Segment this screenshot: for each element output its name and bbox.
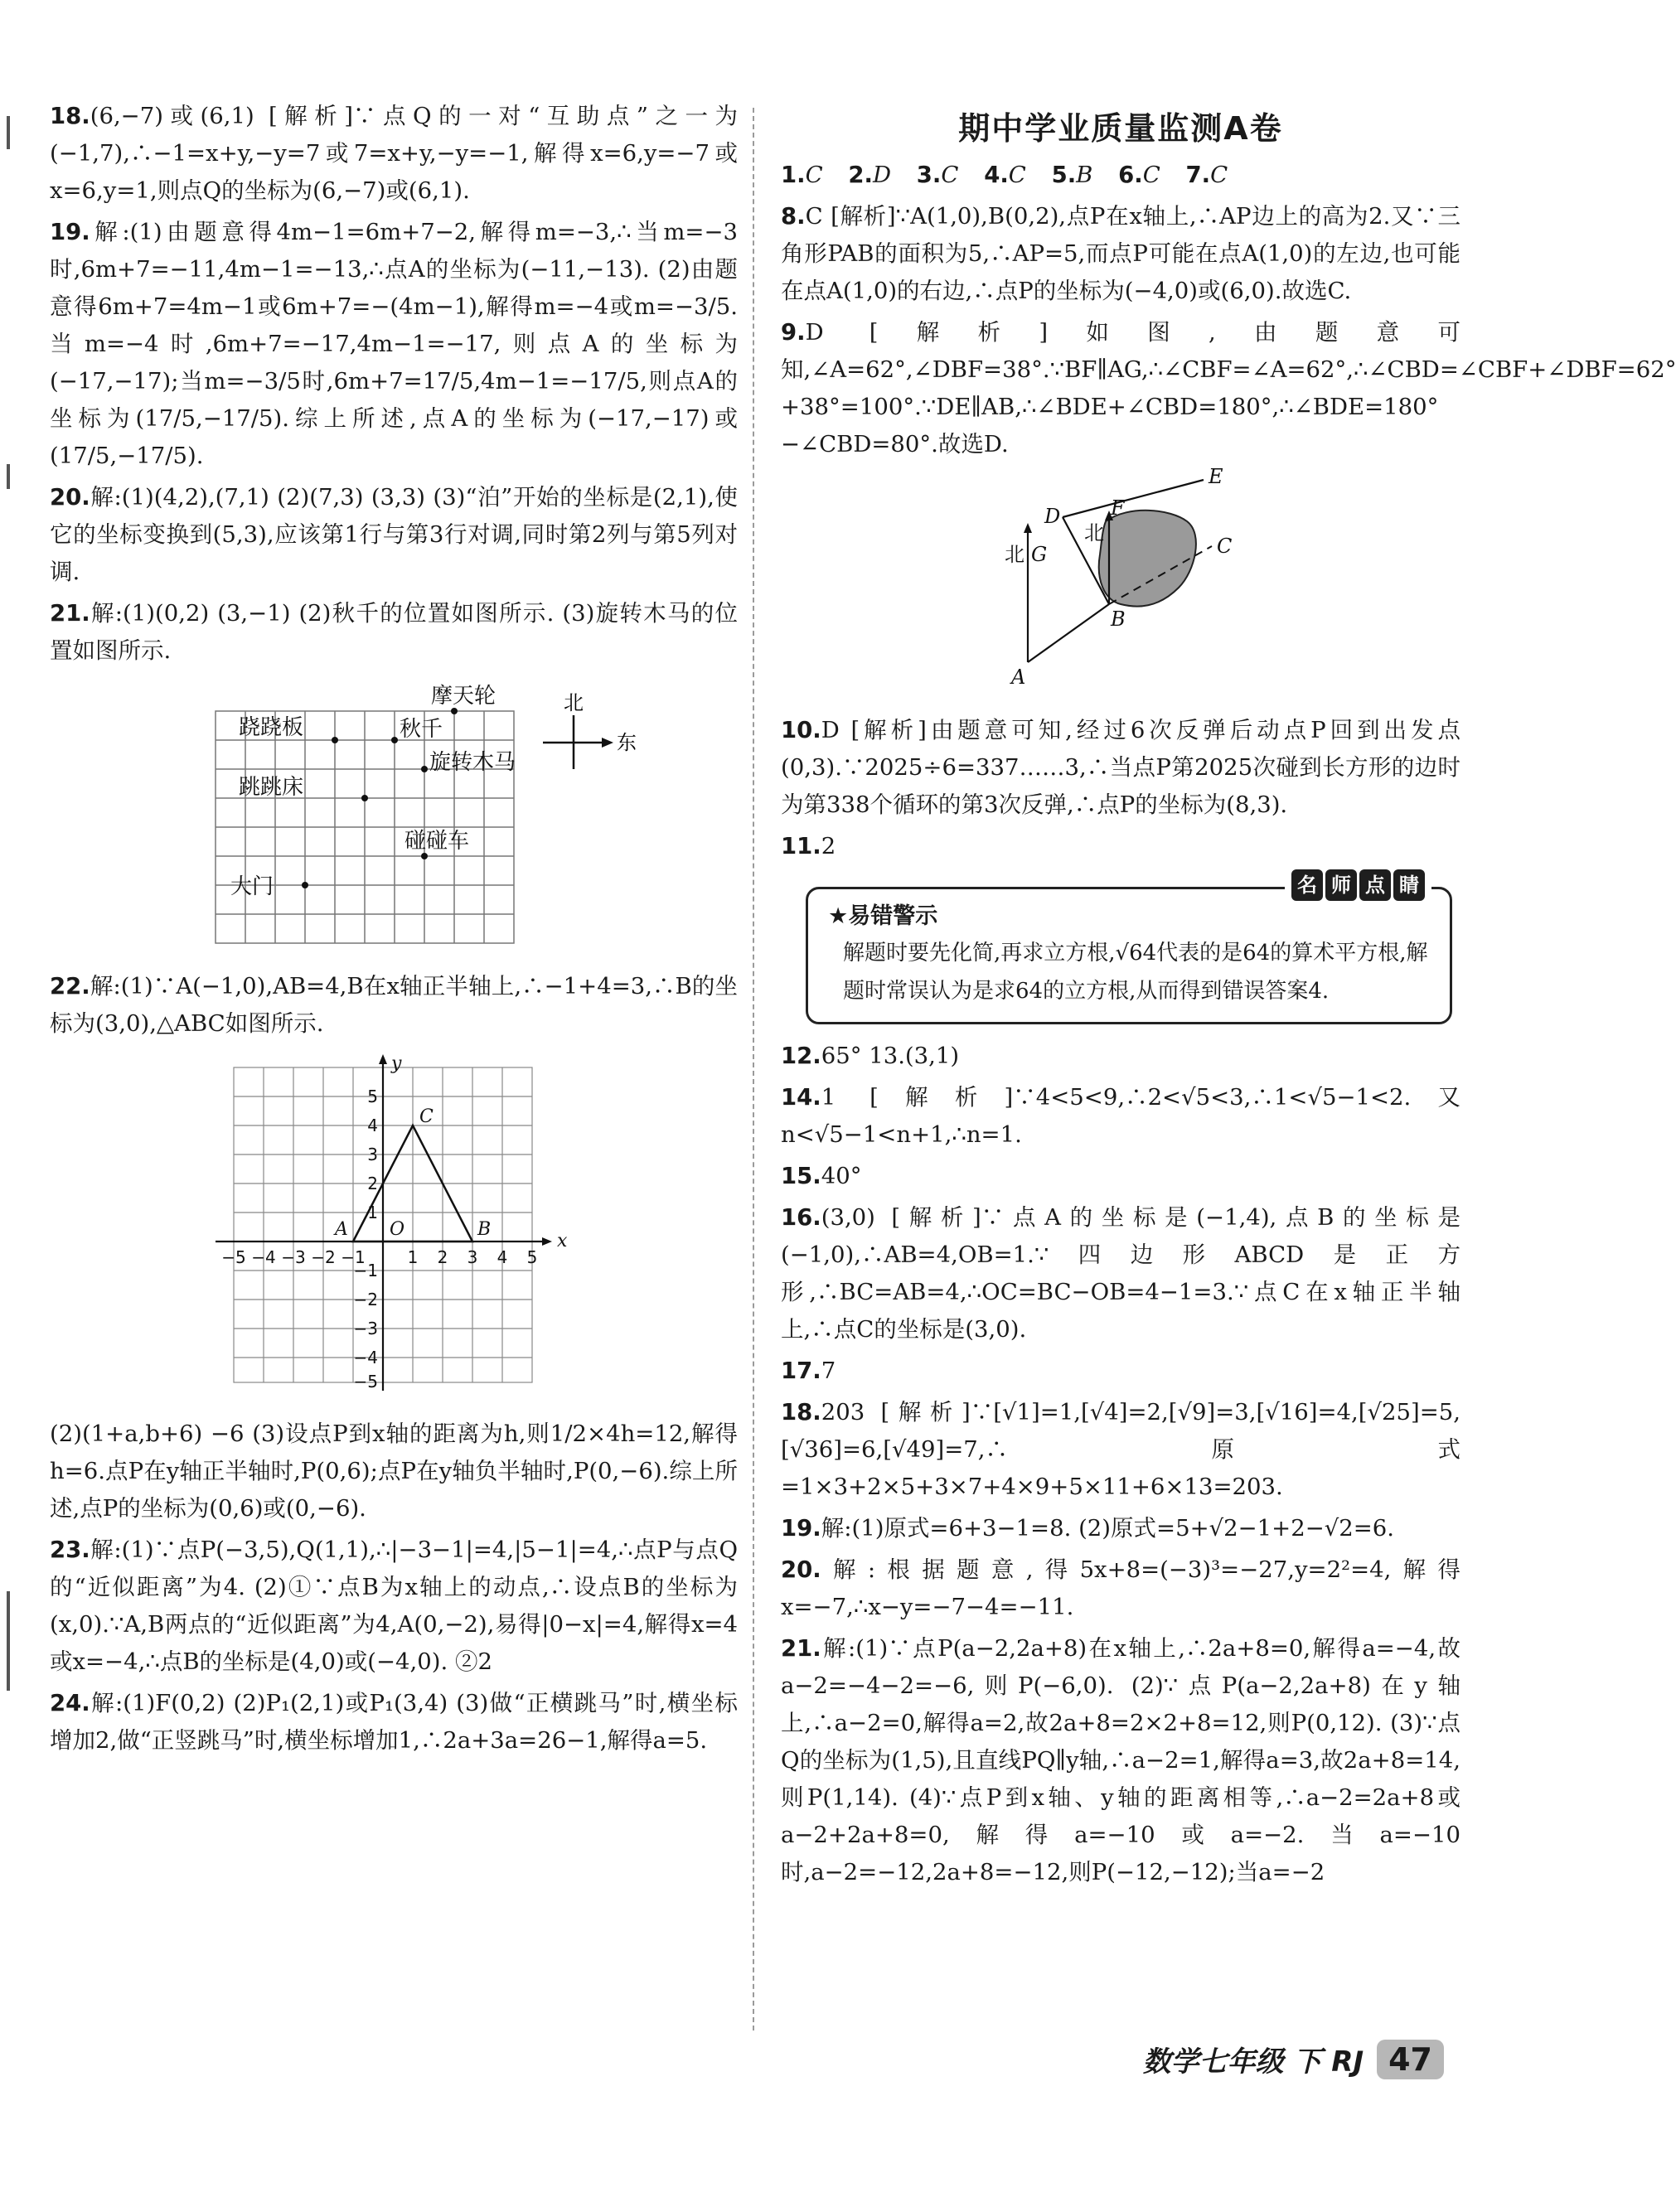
park-map-svg <box>50 678 738 951</box>
choice-answer: 3.C <box>916 162 959 188</box>
trampoline-point <box>361 795 368 801</box>
ferris-label: 摩天轮 <box>431 684 497 709</box>
choice-answer: 2.D <box>848 162 892 188</box>
y-tick: 2 <box>367 1174 378 1193</box>
seesaw-label: 跷跷板 <box>239 715 304 740</box>
trampoline-label: 跳跳床 <box>239 775 304 800</box>
right-column <box>781 98 1676 1895</box>
label-f: F <box>1111 496 1125 520</box>
x-tick: 1 <box>407 1247 419 1267</box>
tip-tag-char: 师 <box>1325 869 1357 901</box>
swing-point <box>391 737 398 743</box>
y-tick: −2 <box>353 1290 378 1309</box>
x-tick: −1 <box>341 1247 366 1267</box>
answer-item: 10.D [解析]由题意可知,经过6次反弹后动点P回到出发点(0,3).∵2025÷6=337……3,∴当点P第2025次碰到长方形的边时为第338个循环的第3次反弹,∴点P的坐标为(8,3). <box>781 717 1460 818</box>
tip-tag <box>1285 869 1431 901</box>
answer-item: 20.解:(1)(4,2),(7,1) (2)(7,3) (3,3) (3)“泊”开始的坐标是(2,1),使它的坐标变换到(5,3),应该第1行与第3行对调,同时第2列与第5列对调. <box>50 484 738 585</box>
arrow-g <box>1024 523 1032 533</box>
bumper-label: 碰碰车 <box>404 829 470 854</box>
swing-label: 秋千 <box>400 717 443 742</box>
y-axis-arrow <box>379 1054 387 1064</box>
left-column <box>50 98 738 1764</box>
answer-item: 17.7 <box>781 1358 836 1384</box>
answer-item: 21.解:(1)∵点P(a−2,2a+8)在x轴上,∴2a+8=0,解得a=−4,故a−2=−4−2=−6,则P(−6,0). (2)∵点P(a−2,2a+8)在y轴上,∴a−2=0,解得a=2,故2a+8=2×2+8=12,则P(0,12). (3)∵点Q的坐标为(1,5),且直线PQ∥y轴,∴a−2=1,解得a=3,故2a+8=14,则P(1,14). (4)∵点P到x轴、y轴的距离相等,∴a−2=2a+8或a−2+2a+8=0,解得a=−10或a=−2.当a=−10时,a−2=−12,2a+8=−12,则P(−12,−12);当a=−2 <box>781 1635 1460 1885</box>
gate-point <box>302 882 308 888</box>
fig9-svg <box>781 465 1460 695</box>
y-tick: −1 <box>353 1261 378 1280</box>
column-divider <box>753 108 754 2030</box>
choice-answer: 7.C <box>1185 162 1228 188</box>
y-tick-labels <box>354 1087 378 1392</box>
north-label: 北 <box>564 691 584 714</box>
carousel-point <box>421 766 428 772</box>
label-c: C <box>1217 535 1233 558</box>
answer-item: 14.1 [解析]∵4<5<9,∴2<√5<3,∴1<√5−1<2.又n<√5−1<n+1,∴n=1. <box>781 1084 1460 1148</box>
north-label-b: 北 <box>1084 521 1104 545</box>
origin-label: O <box>390 1219 405 1240</box>
answer-item: 8.C [解析]∵A(1,0),B(0,2),点P在x轴上,∴AP边上的高为2.又∵三角形PAB的面积为5,∴AP=5,而点P可能在点A(1,0)的左边,也可能在点A(1,0)的右边,∴点P的坐标为(−4,0)或(6,0).故选C. <box>781 203 1460 304</box>
right-paragraphs-c <box>781 1038 1460 1891</box>
seesaw-point <box>332 737 338 743</box>
book-title: 数学七年级 下 RJ <box>1142 2045 1364 2079</box>
page-number: 47 <box>1377 2040 1444 2079</box>
park-grid <box>216 711 514 943</box>
point-c-label: C <box>419 1106 434 1127</box>
x-axis-label: x <box>557 1231 568 1251</box>
y-tick: −5 <box>353 1372 378 1392</box>
answer-item: 12.65° 13.(3,1) <box>781 1043 960 1069</box>
tip-heading: ★易错警示 <box>828 903 938 929</box>
fig9-figure <box>781 465 1460 699</box>
answer-item: 15.40° <box>781 1163 862 1189</box>
x-tick: 3 <box>467 1247 478 1267</box>
answer-item: 23.解:(1)∵点P(−3,5),Q(1,1),∴|−3−1|=4,|5−1|=4,∴点P与点Q的“近似距离”为4. (2)①∵点B为x轴上的动点,∴设点B的坐标为(x,0).∵A,B两点的“近似距离”为4,A(0,−2),易得|0−x|=4,解得x=4或x=−4,∴点B的坐标是(4,0)或(−4,0). ②2 <box>50 1537 738 1675</box>
x-axis-arrow <box>542 1237 552 1246</box>
park-map-figure <box>50 678 738 955</box>
page-footer <box>1143 2039 1444 2079</box>
answer-item: 24.解:(1)F(0,2) (2)P₁(2,1)或P₁(3,4) (3)做“正横跳马”时,横坐标增加2,做“正竖跳马”时,横坐标增加1,∴2a+3a=26−1,解得a=5. <box>50 1690 738 1754</box>
x-tick: 5 <box>526 1247 538 1267</box>
point-b-label: B <box>477 1219 492 1240</box>
answer-item: 20.解:根据题意,得5x+8=(−3)³=−27,y=2²=4,解得x=−7,∴x−y=−7−4=−11. <box>781 1556 1460 1620</box>
y-tick: 1 <box>367 1203 378 1222</box>
x-tick: 2 <box>437 1247 448 1267</box>
left-paragraphs-a <box>50 98 738 670</box>
multiple-choice-answers <box>781 157 1460 194</box>
carousel-label: 旋转木马 <box>429 750 516 775</box>
answer-item: 18.203 [解析]∵[√1]=1,[√4]=2,[√9]=3,[√16]=4,[√25]=5,[√36]=6,[√49]=7,∴原式=1×3+2×5+3×7+4×9+5×11+6×13=203. <box>781 1399 1460 1500</box>
left-paragraphs-c <box>50 1416 738 1759</box>
edge-mark <box>7 464 10 489</box>
answer-item: (2)(1+a,b+6) −6 (3)设点P到x轴的距离为h,则1/2×4h=12,解得h=6.点P在y轴正半轴时,P(0,6);点P在y轴负半轴时,P(0,−6).综上所述,点P的坐标为(0,6)或(0,−6). <box>50 1421 738 1522</box>
y-tick: −4 <box>353 1348 378 1367</box>
y-tick: 3 <box>367 1145 378 1164</box>
y-tick: −3 <box>353 1319 378 1338</box>
triangle-graph-figure <box>50 1051 738 1402</box>
right-paragraphs-a <box>781 198 1676 463</box>
section-title: 期中学业质量监测A卷 <box>958 110 1283 147</box>
tip-tag-char: 名 <box>1291 869 1323 901</box>
edge-mark <box>7 1591 10 1691</box>
answer-item: 19.解:(1)原式=6+3−1=8. (2)原式=5+√2−1+2−√2=6. <box>781 1515 1395 1542</box>
x-tick: −5 <box>221 1247 246 1267</box>
x-tick: −3 <box>281 1247 306 1267</box>
label-e: E <box>1209 465 1223 488</box>
east-label: 东 <box>617 731 637 754</box>
compass <box>543 691 637 769</box>
north-label-a: 北 <box>1005 543 1024 566</box>
line-ab <box>1028 604 1109 662</box>
bumper-point <box>421 853 428 859</box>
answer-item: 18.(6,−7)或(6,1) [解析]∵点Q的一对“互助点”之一为(−1,7),∴−1=x+y,−y=7或7=x+y,−y=−1,解得x=6,y=−7或x=6,y=1,则点Q的坐标为(6,−7)或(6,1). <box>50 103 738 204</box>
triangle-graph-svg <box>50 1051 738 1399</box>
answer-item: 19.解:(1)由题意得4m−1=6m+7−2,解得m=−3,∴当m=−3时,6m+7=−11,4m−1=−13,∴点A的坐标为(−11,−13). (2)由题意得6m+7=4m−1或6m+7=−(4m−1),解得m=−4或m=−3/5.当m=−4时,6m+7=−17,4m−1=−17,则点A的坐标为(−17,−17);当m=−3/5时,6m+7=17/5,4m−1=−17/5,则点A的坐标为(17/5,−17/5).综上所述,点A的坐标为(−17,−17)或(17/5,−17/5). <box>50 219 738 469</box>
x-tick: −4 <box>251 1247 276 1267</box>
answer-item: 9.D [解析]如图,由题意可知,∠A=62°,∠DBF=38°.∵BF∥AG,∴∠CBF=∠A=62°,∴∠CBD=∠CBF+∠DBF=62°+38°=100°.∵DE∥AB,∴∠BDE+∠CBD=180°,∴∠BDE=180°−∠CBD=80°.故选D. <box>781 319 1676 457</box>
tip-box <box>806 874 1452 1024</box>
tip-tag-char: 点 <box>1359 869 1391 901</box>
gate-label: 大门 <box>230 874 274 899</box>
left-paragraphs-b <box>50 968 738 1043</box>
y-tick: 4 <box>367 1116 378 1135</box>
choice-answer: 1.C <box>781 162 823 188</box>
label-b: B <box>1111 607 1126 631</box>
x-tick: −2 <box>311 1247 336 1267</box>
edge-mark <box>7 116 10 149</box>
answer-item: 21.解:(1)(0,2) (3,−1) (2)秋千的位置如图所示. (3)旋转木马的位置如图所示. <box>50 600 738 664</box>
right-paragraphs-b <box>781 712 1460 865</box>
choice-answer: 6.C <box>1118 162 1160 188</box>
point-a-label: A <box>335 1219 348 1240</box>
ferris-point <box>451 708 458 714</box>
x-tick-labels <box>221 1247 537 1267</box>
answer-item: 11.2 <box>781 833 836 859</box>
tip-tag-char: 睛 <box>1393 869 1425 901</box>
y-tick: 5 <box>367 1087 378 1106</box>
answer-item: 16.(3,0) [解析]∵点A的坐标是(−1,4),点B的坐标是(−1,0),∴AB=4,OB=1.∵四边形ABCD是正方形,∴BC=AB=4,∴OC=BC−OB=4−1=3.∵点C在x轴正半轴上,∴点C的坐标是(3,0). <box>781 1204 1460 1343</box>
tip-body: 解题时要先化简,再求立方根,√64代表的是64的算术平方根,解题时常误认为是求64的立方根,从而得到错误答案4. <box>843 941 1428 1004</box>
label-g: G <box>1031 543 1048 566</box>
choice-answer: 5.B <box>1051 162 1093 188</box>
label-a: A <box>1011 666 1026 689</box>
answer-item: 22.解:(1)∵A(−1,0),AB=4,B在x轴正半轴上,∴−1+4=3,∴B的坐标为(3,0),△ABC如图所示. <box>50 973 738 1037</box>
y-axis-label: y <box>391 1053 402 1074</box>
choice-answer: 4.C <box>984 162 1026 188</box>
x-tick: 4 <box>497 1247 508 1267</box>
label-d: D <box>1044 505 1061 528</box>
island-shape <box>1099 511 1196 607</box>
